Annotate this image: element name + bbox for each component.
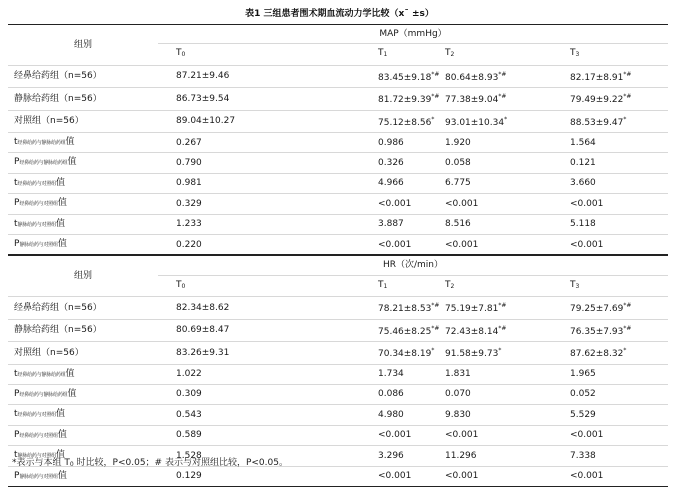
time-point-sub: 3 xyxy=(575,51,580,59)
cell-value: <0.001 xyxy=(445,430,479,441)
row-label-subscript: 静脉给药与对照组 xyxy=(19,473,58,480)
group-row xyxy=(8,342,668,364)
data-cell xyxy=(298,384,423,404)
significance-mark: *# xyxy=(431,70,440,78)
cell-value: 81.72±9.39 xyxy=(378,95,432,106)
row-label-text: 经鼻给药组（n=56） xyxy=(14,71,102,82)
cell-value: 0.058 xyxy=(445,157,471,168)
cell-value: 6.775 xyxy=(445,178,471,189)
time-point-letter: T xyxy=(570,48,576,59)
row-label-subscript: 静脉给药与对照组 xyxy=(17,453,56,460)
cell-value: <0.001 xyxy=(378,430,412,441)
significance-mark: * xyxy=(623,115,627,123)
data-cell xyxy=(423,405,548,425)
cell-value: 0.326 xyxy=(378,157,404,168)
time-point-letter: T xyxy=(378,279,384,290)
row-label-text: t xyxy=(14,177,18,188)
row-label-suffix: 值 xyxy=(65,137,75,148)
row-label-subscript: 经鼻给药与对照组 xyxy=(17,412,56,419)
cell-value: 82.34±8.62 xyxy=(176,302,230,313)
row-label-subscript: 静脉给药与对照组 xyxy=(17,221,56,228)
time-point-letter: T xyxy=(176,279,182,290)
row-label-text: P xyxy=(14,470,20,481)
cell-value: 0.986 xyxy=(378,137,404,148)
cell-value: 87.62±8.32 xyxy=(570,349,624,360)
row-label-suffix: 值 xyxy=(57,470,67,481)
data-cell xyxy=(548,65,668,87)
stat-row xyxy=(8,405,668,425)
data-cell xyxy=(548,235,668,256)
time-point-sub: 2 xyxy=(450,282,455,290)
hemodynamics-table xyxy=(8,24,668,487)
data-cell xyxy=(158,153,298,173)
group-header-cell: 组别 xyxy=(8,25,158,66)
cell-value: 91.58±9.73 xyxy=(445,349,499,360)
row-label-text: t xyxy=(14,409,18,420)
data-cell xyxy=(548,319,668,341)
cell-value: 75.12±8.56 xyxy=(378,117,432,128)
time-point-sub: 1 xyxy=(383,282,388,290)
cell-value: 4.980 xyxy=(378,409,404,420)
footnote-post: 时比较，P<0.05；# 表示与对照组比较，P<0.05。 xyxy=(73,458,288,468)
cell-value: 0.129 xyxy=(176,471,202,482)
data-cell xyxy=(158,425,298,445)
time-point-letter: T xyxy=(570,279,576,290)
cell-value: 8.516 xyxy=(445,219,471,230)
significance-mark: *# xyxy=(498,324,507,332)
data-cell xyxy=(158,405,298,425)
cell-value: 1.831 xyxy=(445,369,471,379)
row-label xyxy=(8,384,158,404)
time-point-header xyxy=(158,275,298,296)
data-cell xyxy=(298,88,440,110)
stat-row xyxy=(8,194,668,214)
cell-value: 88.53±9.47 xyxy=(570,117,624,128)
cell-value: 86.73±9.54 xyxy=(176,93,230,104)
data-cell xyxy=(548,133,668,153)
data-cell xyxy=(423,297,548,319)
data-cell xyxy=(298,173,423,193)
cell-value: 93.01±10.34 xyxy=(445,117,505,128)
data-cell xyxy=(548,446,668,466)
stat-row xyxy=(8,133,668,153)
data-cell xyxy=(298,194,423,214)
data-cell xyxy=(548,405,668,425)
significance-mark: * xyxy=(431,115,435,123)
cell-value: 1.920 xyxy=(445,137,471,148)
data-cell xyxy=(158,65,298,87)
data-cell xyxy=(158,364,298,384)
row-label-text: P xyxy=(14,239,20,250)
data-cell xyxy=(548,88,668,110)
cell-value: 0.589 xyxy=(176,430,202,441)
time-point-sub: 0 xyxy=(181,51,186,59)
data-cell xyxy=(423,446,548,466)
cell-value: 0.309 xyxy=(176,389,202,400)
data-cell xyxy=(423,173,548,193)
row-label-suffix: 值 xyxy=(57,429,67,440)
cell-value: 82.17±8.91 xyxy=(570,72,624,83)
row-label xyxy=(8,405,158,425)
row-label-text: t xyxy=(14,368,18,379)
cell-value: <0.001 xyxy=(570,471,604,482)
row-label xyxy=(8,173,158,193)
section-header-row xyxy=(8,25,668,44)
significance-mark: *# xyxy=(623,70,632,78)
row-label xyxy=(8,342,158,364)
data-cell xyxy=(548,214,668,234)
data-cell xyxy=(548,110,668,132)
data-cell xyxy=(423,364,548,384)
data-cell xyxy=(298,342,435,364)
significance-mark: * xyxy=(431,347,435,355)
data-cell xyxy=(298,65,440,87)
data-cell xyxy=(548,364,668,384)
cell-value: 80.69±8.47 xyxy=(176,325,230,336)
row-label-text: 对照组（n=56） xyxy=(14,347,84,358)
data-cell xyxy=(423,153,548,173)
row-label-text: 静脉给药组（n=56） xyxy=(14,325,102,336)
cell-value: 9.830 xyxy=(445,409,471,420)
footnote-pre: *表示与本组 T xyxy=(12,458,70,468)
row-label-text: 静脉给药组（n=56） xyxy=(14,93,102,104)
group-row xyxy=(8,110,668,132)
cell-value: 1.965 xyxy=(570,369,596,379)
cell-value: 0.121 xyxy=(570,157,596,168)
time-point-header xyxy=(548,44,668,65)
row-label-text: t xyxy=(14,218,18,229)
cell-value: 0.070 xyxy=(445,389,471,400)
row-label-subscript: 经鼻给药与对照组 xyxy=(19,201,58,208)
stat-row xyxy=(8,384,668,404)
group-row xyxy=(8,297,668,319)
cell-value: 3.887 xyxy=(378,219,404,230)
data-cell xyxy=(158,110,298,132)
data-cell xyxy=(423,466,548,486)
group-header-cell: 组别 xyxy=(8,255,158,296)
row-label xyxy=(8,194,158,214)
data-cell xyxy=(158,297,298,319)
data-cell xyxy=(548,384,668,404)
row-label xyxy=(8,235,158,256)
row-label-suffix: 值 xyxy=(67,157,77,168)
cell-value: 83.26±9.31 xyxy=(176,347,230,358)
row-label-suffix: 值 xyxy=(55,177,65,188)
data-cell xyxy=(158,214,298,234)
time-point-sub: 1 xyxy=(383,51,388,59)
data-cell xyxy=(158,466,298,486)
cell-value: 11.296 xyxy=(445,450,477,461)
data-cell xyxy=(548,153,668,173)
significance-mark: *# xyxy=(623,324,632,332)
cell-value: 70.34±8.19 xyxy=(378,349,432,360)
cell-value: 5.118 xyxy=(570,219,596,230)
time-point-header xyxy=(548,275,668,296)
data-cell xyxy=(298,235,423,256)
data-cell xyxy=(158,319,298,341)
row-label xyxy=(8,65,158,87)
cell-value: <0.001 xyxy=(570,198,604,209)
cell-value: <0.001 xyxy=(445,239,479,250)
data-cell xyxy=(158,194,298,214)
row-label-subscript: 经鼻给药与静脉给药组 xyxy=(17,371,66,378)
data-cell xyxy=(423,235,548,256)
data-cell xyxy=(158,235,298,256)
row-label-text: 经鼻给药组（n=56） xyxy=(14,302,102,313)
time-point-sub: 3 xyxy=(575,282,580,290)
row-label xyxy=(8,466,158,486)
time-point-sub: 2 xyxy=(450,51,455,59)
significance-mark: *# xyxy=(431,93,440,101)
data-cell xyxy=(548,425,668,445)
row-label-text: P xyxy=(14,157,20,168)
data-cell xyxy=(423,194,548,214)
row-label xyxy=(8,214,158,234)
cell-value: 0.329 xyxy=(176,198,202,209)
significance-mark: *# xyxy=(498,70,507,78)
group-row xyxy=(8,88,668,110)
row-label xyxy=(8,364,158,384)
stat-row xyxy=(8,466,668,486)
time-point-sub: 0 xyxy=(181,282,186,290)
data-cell xyxy=(548,466,668,486)
time-point-letter: T xyxy=(176,48,182,59)
row-label-subscript: 经鼻给药与静脉给药组 xyxy=(19,160,68,167)
footnote-sub: 0 xyxy=(69,461,74,468)
time-point-header xyxy=(423,275,548,296)
row-label xyxy=(8,425,158,445)
significance-mark: *# xyxy=(498,302,507,310)
cell-value: <0.001 xyxy=(570,430,604,441)
data-cell xyxy=(423,110,548,132)
group-row xyxy=(8,319,668,341)
cell-value: 5.529 xyxy=(570,409,596,420)
time-point-header xyxy=(298,44,423,65)
row-label xyxy=(8,319,158,341)
cell-value: 1.734 xyxy=(378,369,404,379)
cell-value: 83.45±9.18 xyxy=(378,72,432,83)
cell-value: 78.21±8.53 xyxy=(378,304,432,315)
stat-row xyxy=(8,235,668,256)
section-title: HR（次/min） xyxy=(158,255,668,275)
row-label-text: t xyxy=(14,137,18,148)
data-cell xyxy=(298,110,435,132)
data-cell xyxy=(423,65,548,87)
significance-mark: *# xyxy=(623,302,632,310)
time-point-letter: T xyxy=(378,48,384,59)
row-label-text: t xyxy=(14,450,18,461)
cell-value: 0.543 xyxy=(176,409,202,420)
significance-mark: * xyxy=(498,347,502,355)
data-cell xyxy=(298,133,423,153)
cell-value: 0.052 xyxy=(570,389,596,400)
cell-value: 79.25±7.69 xyxy=(570,304,624,315)
row-label xyxy=(8,153,158,173)
stat-row xyxy=(8,173,668,193)
data-cell xyxy=(548,342,668,364)
row-label xyxy=(8,133,158,153)
cell-value: <0.001 xyxy=(445,198,479,209)
row-label-suffix: 值 xyxy=(55,409,65,420)
significance-mark: *# xyxy=(431,302,440,310)
cell-value: 7.338 xyxy=(570,450,596,461)
row-label xyxy=(8,110,158,132)
row-label-text: 对照组（n=56） xyxy=(14,116,84,127)
data-cell xyxy=(298,466,423,486)
table-footnote xyxy=(12,455,288,468)
data-cell xyxy=(298,446,423,466)
cell-value: 76.35±7.93 xyxy=(570,326,624,337)
data-cell xyxy=(423,319,548,341)
row-label-suffix: 值 xyxy=(65,368,75,379)
cell-value: 77.38±9.04 xyxy=(445,95,499,106)
cell-value: 72.43±8.14 xyxy=(445,326,499,337)
section-title: MAP（mmHg） xyxy=(158,25,668,44)
cell-value: <0.001 xyxy=(378,471,412,482)
cell-value: 3.296 xyxy=(378,450,404,461)
data-cell xyxy=(158,88,298,110)
row-label-subscript: 经鼻给药与静脉给药组 xyxy=(19,391,68,398)
data-cell xyxy=(548,173,668,193)
stat-row xyxy=(8,153,668,173)
stat-row xyxy=(8,214,668,234)
cell-value: 79.49±9.22 xyxy=(570,95,624,106)
data-cell xyxy=(158,384,298,404)
significance-mark: * xyxy=(623,347,627,355)
data-cell xyxy=(158,342,298,364)
data-cell xyxy=(423,342,548,364)
significance-mark: *# xyxy=(623,93,632,101)
cell-value: 0.790 xyxy=(176,157,202,168)
table-caption: 表1 三组患者围术期血流动力学比较（x¯ ±s） xyxy=(245,9,434,19)
cell-value: 87.21±9.46 xyxy=(176,71,230,82)
data-cell xyxy=(298,297,440,319)
data-cell xyxy=(298,425,423,445)
time-point-header xyxy=(158,44,298,65)
cell-value: 0.086 xyxy=(378,389,404,400)
data-cell xyxy=(298,319,440,341)
time-point-letter: T xyxy=(445,48,451,59)
row-label-subscript: 经鼻给药与对照组 xyxy=(17,180,56,187)
row-label-suffix: 值 xyxy=(55,450,65,461)
data-cell xyxy=(548,194,668,214)
data-cell xyxy=(298,405,423,425)
row-label xyxy=(8,297,158,319)
significance-mark: *# xyxy=(431,324,440,332)
row-label-text: P xyxy=(14,429,20,440)
cell-value: 0.220 xyxy=(176,239,202,250)
cell-value: 4.966 xyxy=(378,178,404,189)
section-header-row xyxy=(8,255,668,275)
cell-value: 1.233 xyxy=(176,219,202,230)
data-cell xyxy=(158,173,298,193)
data-cell xyxy=(298,214,423,234)
cell-value: 0.267 xyxy=(176,137,202,148)
cell-value: 0.981 xyxy=(176,178,202,189)
group-row xyxy=(8,65,668,87)
data-cell xyxy=(423,384,548,404)
cell-value: 75.46±8.25 xyxy=(378,326,432,337)
table-body xyxy=(8,25,668,487)
data-cell xyxy=(158,133,298,153)
cell-value: 89.04±10.27 xyxy=(176,116,236,127)
time-point-header xyxy=(423,44,548,65)
data-cell xyxy=(298,153,423,173)
time-point-header xyxy=(298,275,423,296)
cell-value: 1.022 xyxy=(176,369,202,379)
row-label-suffix: 值 xyxy=(57,198,67,209)
stat-row xyxy=(8,364,668,384)
significance-mark: *# xyxy=(498,93,507,101)
cell-value: 1.564 xyxy=(570,137,596,148)
stat-row xyxy=(8,425,668,445)
cell-value: 80.64±8.93 xyxy=(445,72,499,83)
cell-value: 75.19±7.81 xyxy=(445,304,499,315)
row-label-text: P xyxy=(14,388,20,399)
row-label-suffix: 值 xyxy=(55,218,65,229)
cell-value: <0.001 xyxy=(445,471,479,482)
data-cell xyxy=(423,88,548,110)
row-label-subscript: 静脉给药与对照组 xyxy=(19,242,58,249)
row-label-suffix: 值 xyxy=(57,239,67,250)
data-cell xyxy=(298,364,423,384)
cell-value: <0.001 xyxy=(570,239,604,250)
row-label-suffix: 值 xyxy=(67,388,77,399)
data-cell xyxy=(423,425,548,445)
cell-value: 1.528 xyxy=(176,450,202,461)
row-label-text: P xyxy=(14,198,20,209)
data-cell xyxy=(423,133,548,153)
significance-mark: * xyxy=(504,115,508,123)
data-cell xyxy=(423,214,548,234)
cell-value: <0.001 xyxy=(378,239,412,250)
row-label-subscript: 经鼻给药与对照组 xyxy=(19,432,58,439)
row-label xyxy=(8,88,158,110)
row-label-subscript: 经鼻给药与静脉给药组 xyxy=(17,140,66,147)
cell-value: <0.001 xyxy=(378,198,412,209)
cell-value: 3.660 xyxy=(570,178,596,189)
data-cell xyxy=(548,297,668,319)
time-point-letter: T xyxy=(445,279,451,290)
